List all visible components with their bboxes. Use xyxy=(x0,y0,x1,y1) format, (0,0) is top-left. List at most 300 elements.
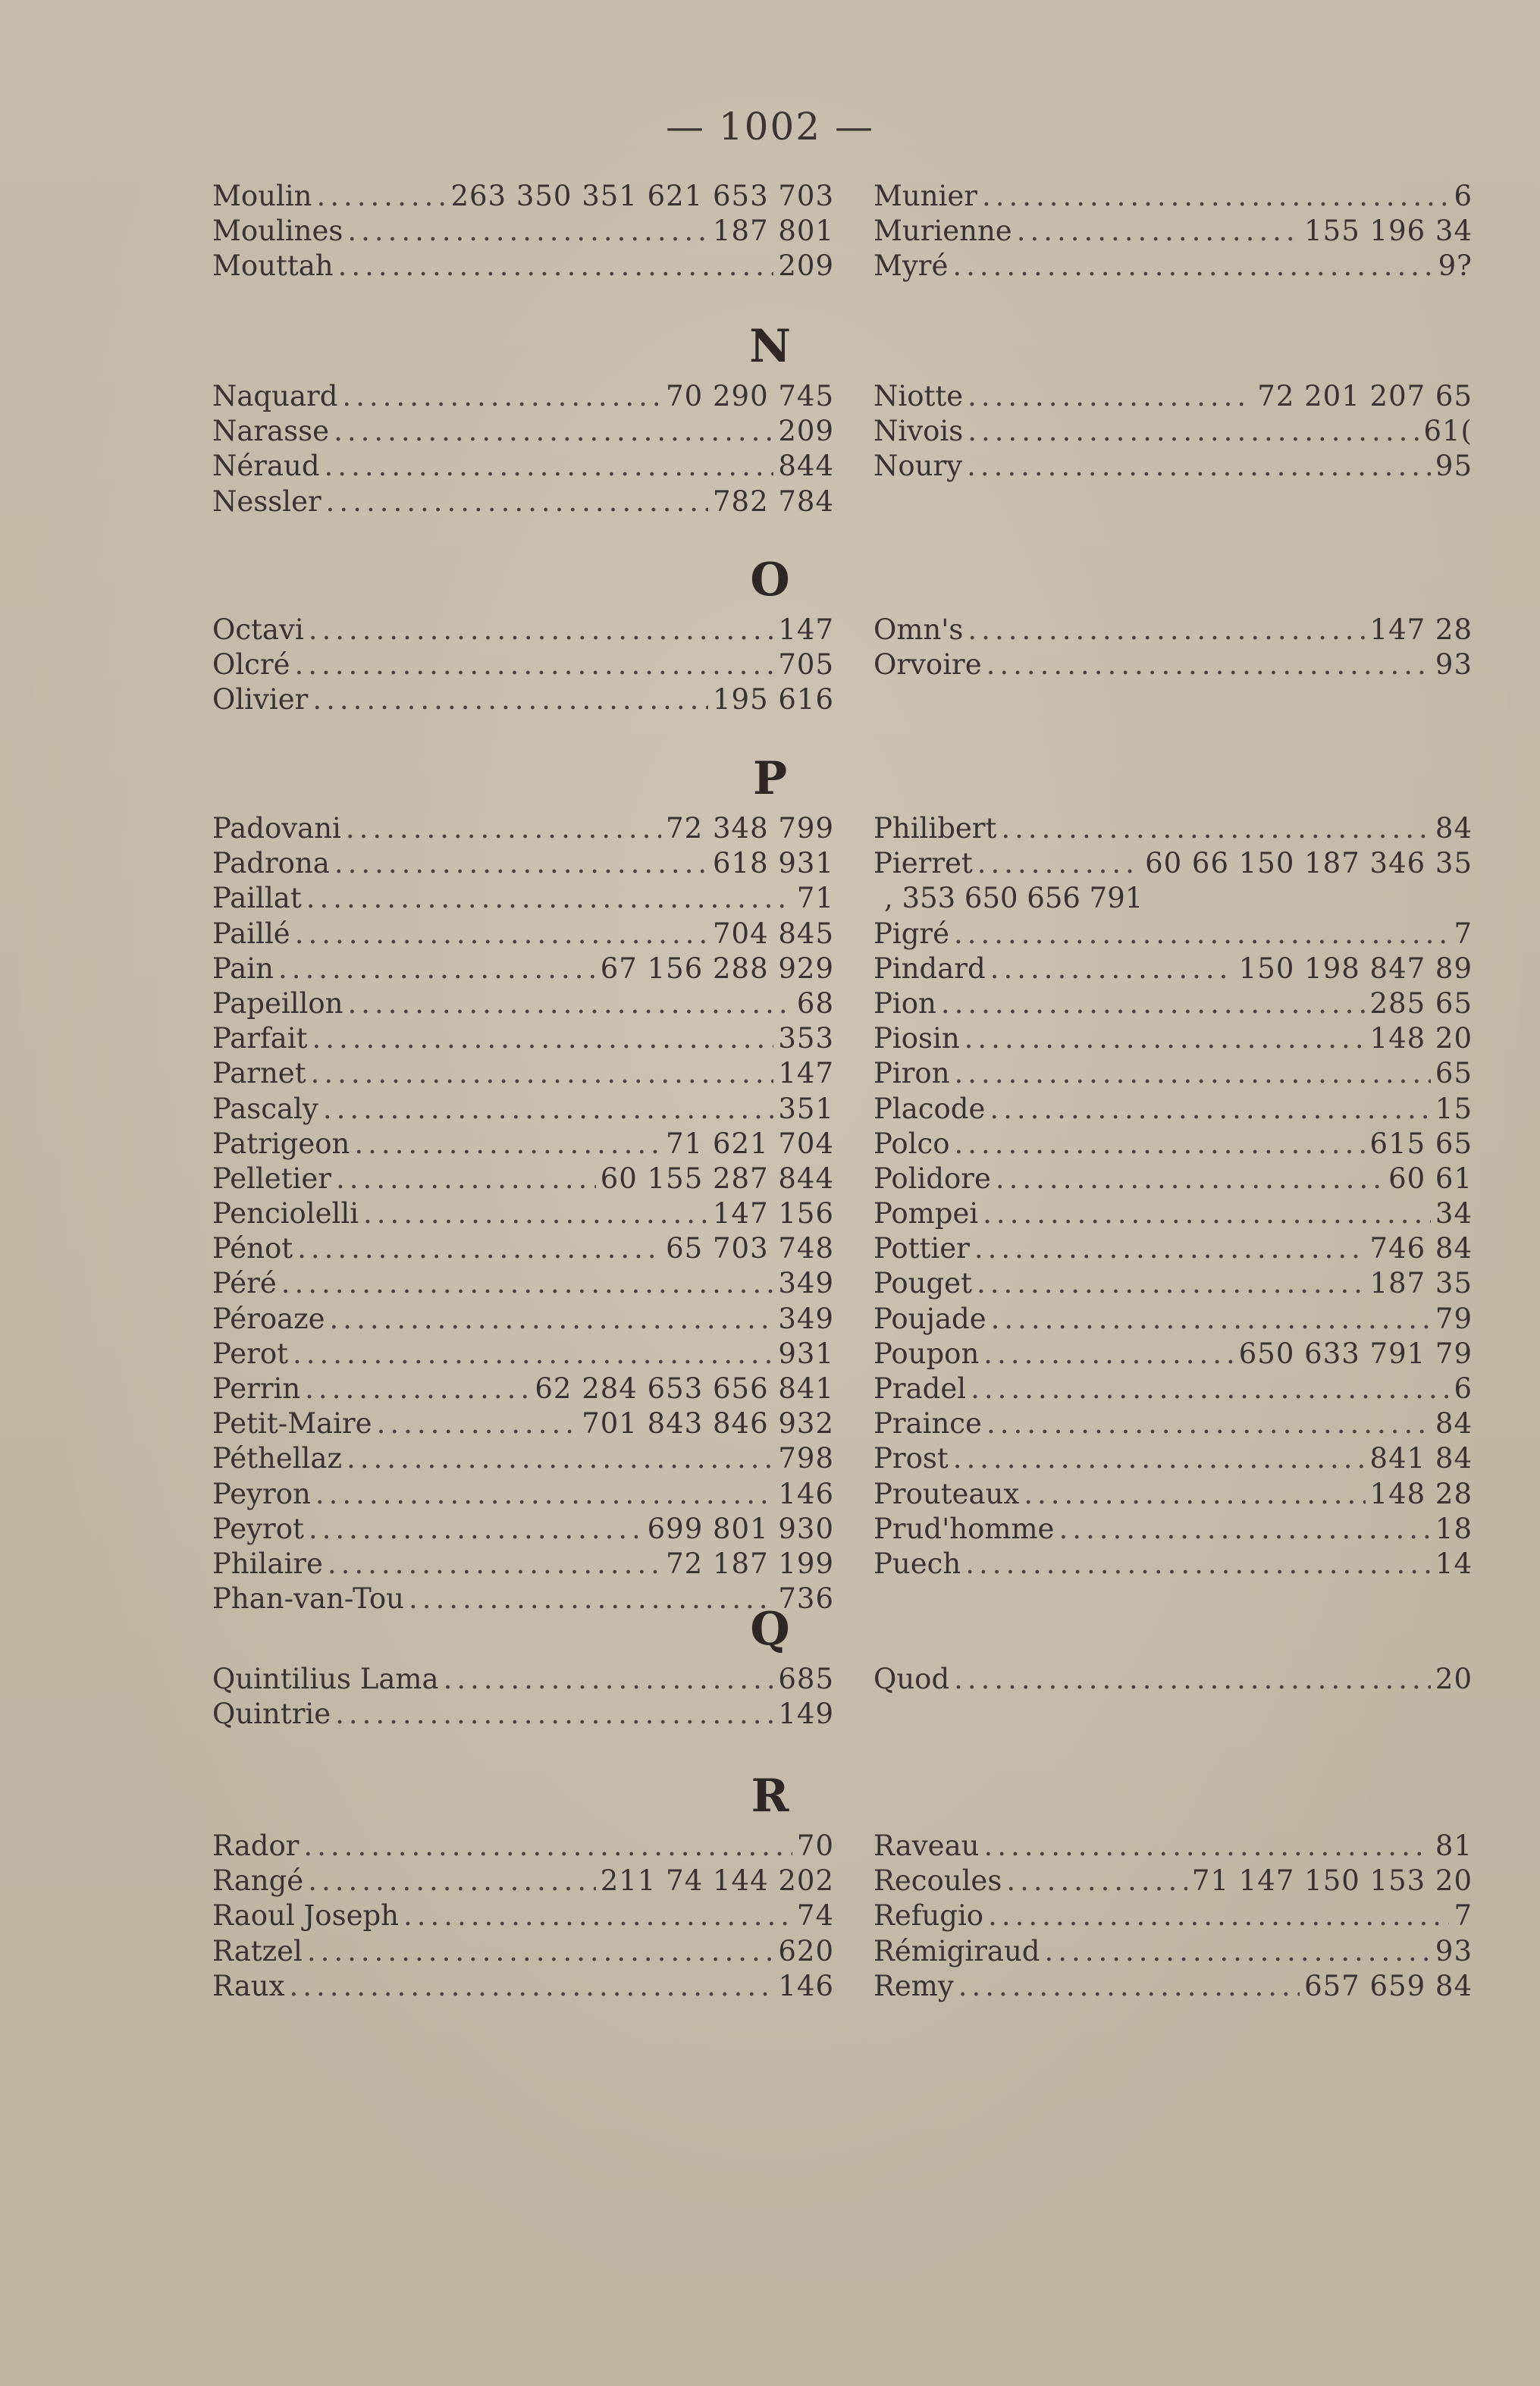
entry-pages: 9? xyxy=(1438,249,1473,283)
entry-pages: 67 156 288 929 xyxy=(600,952,834,985)
index-entry xyxy=(874,449,1473,484)
entry-name: Poupon xyxy=(874,1337,980,1370)
index-entry xyxy=(874,613,1473,647)
index-entry xyxy=(212,1266,834,1301)
dot-leader xyxy=(308,1864,596,1898)
entry-name: Péroaze xyxy=(212,1302,325,1335)
dot-leader xyxy=(986,647,1431,682)
entry-name: Parfait xyxy=(212,1022,308,1055)
index-entry xyxy=(212,1512,834,1547)
dot-leader xyxy=(988,1898,1449,1933)
entry-pages: 618 931 xyxy=(712,847,834,880)
index-entry xyxy=(212,179,834,214)
entry-name: Murienne xyxy=(874,215,1012,248)
entry-pages: 71 xyxy=(796,882,834,915)
dot-leader xyxy=(954,1662,1431,1697)
entry-pages: 72 201 207 65 xyxy=(1257,380,1473,412)
dot-leader xyxy=(297,1231,661,1266)
section-letter: O xyxy=(750,553,790,607)
entry-pages: 148 20 xyxy=(1369,1022,1473,1055)
entry-pages: 285 65 xyxy=(1369,986,1473,1020)
entry-pages: 349 xyxy=(778,1267,834,1300)
index-entry xyxy=(874,1662,1473,1697)
dot-leader xyxy=(328,1547,661,1582)
entry-name: Polco xyxy=(874,1127,950,1160)
entry-pages: 65 703 748 xyxy=(666,1232,834,1265)
dot-leader xyxy=(342,379,661,414)
index-entry xyxy=(212,1547,834,1582)
index-column-left xyxy=(212,1829,834,2004)
dot-leader xyxy=(338,249,774,284)
entry-name: Puech xyxy=(874,1547,961,1580)
dot-leader xyxy=(1006,1864,1187,1898)
index-entry xyxy=(212,1231,834,1266)
entry-name: Patrigeon xyxy=(212,1127,350,1160)
index-column-left xyxy=(212,179,834,284)
index-entry xyxy=(874,1406,1473,1441)
dot-leader xyxy=(347,1441,773,1476)
dot-leader xyxy=(1044,1934,1430,1969)
dot-leader xyxy=(306,881,792,916)
entry-name: Niotte xyxy=(874,380,964,412)
entry-pages: 657 659 84 xyxy=(1304,1969,1473,2002)
section-letter: N xyxy=(749,320,791,373)
entry-pages: 146 xyxy=(778,1477,834,1510)
entry-name: Perrin xyxy=(212,1372,301,1405)
index-entry xyxy=(874,1864,1473,1898)
section-letter: R xyxy=(751,1770,789,1823)
entry-name: Raveau xyxy=(874,1829,980,1862)
index-entry xyxy=(212,1337,834,1372)
index-entry xyxy=(212,986,834,1021)
dot-leader xyxy=(309,613,774,647)
index-entry xyxy=(874,1092,1473,1127)
entry-pages: 72 348 799 xyxy=(666,812,834,845)
dot-leader xyxy=(968,379,1253,414)
index-entry xyxy=(874,179,1473,214)
entry-pages: 60 61 xyxy=(1388,1162,1473,1195)
entry-name: Omn's xyxy=(874,613,964,646)
entry-name: Petit-Maire xyxy=(212,1407,372,1441)
entry-pages: 15 xyxy=(1435,1092,1473,1125)
dot-leader xyxy=(965,1547,1431,1582)
entry-pages: 209 xyxy=(778,249,834,283)
entry-name: Myré xyxy=(874,249,949,283)
dot-leader xyxy=(323,1092,774,1127)
entry-pages: 841 84 xyxy=(1369,1442,1473,1475)
entry-pages: 211 74 144 202 xyxy=(600,1864,834,1898)
entry-pages: 620 xyxy=(778,1934,834,1967)
entry-pages: 615 65 xyxy=(1369,1127,1473,1160)
dot-leader xyxy=(303,1829,792,1864)
entry-name: Pindard xyxy=(874,952,986,985)
dot-leader xyxy=(278,952,596,986)
index-entry xyxy=(874,1441,1473,1476)
dot-leader xyxy=(952,249,1433,284)
entry-pages: 93 xyxy=(1435,1934,1473,1967)
index-entry xyxy=(212,682,834,717)
index-entry xyxy=(874,1162,1473,1196)
entry-pages: 685 xyxy=(778,1663,834,1695)
index-entry xyxy=(212,1127,834,1162)
dot-leader xyxy=(289,1969,773,2004)
index-entry xyxy=(874,952,1473,986)
entry-pages: 736 xyxy=(778,1582,834,1616)
entry-name: Paillat xyxy=(212,882,302,915)
index-entry xyxy=(212,1196,834,1231)
entry-pages: 148 28 xyxy=(1369,1477,1473,1510)
dot-leader xyxy=(991,1302,1431,1337)
index-entry xyxy=(212,1092,834,1127)
entry-name: Praince xyxy=(874,1407,982,1441)
index-entry xyxy=(212,1406,834,1441)
index-entry xyxy=(212,214,834,249)
entry-pages: 650 633 791 79 xyxy=(1238,1337,1473,1370)
index-entry xyxy=(212,1697,834,1732)
entry-pages: 84 xyxy=(1435,812,1473,845)
dot-leader xyxy=(309,1512,643,1547)
dot-leader xyxy=(1001,811,1431,846)
entry-name: Pottier xyxy=(874,1232,970,1265)
index-entry xyxy=(212,1969,834,2004)
index-entry xyxy=(212,647,834,682)
entry-pages: 147 xyxy=(778,613,834,646)
entry-pages: 70 290 745 xyxy=(666,380,834,412)
dot-leader xyxy=(334,846,708,881)
dot-leader xyxy=(312,1021,773,1056)
index-entry xyxy=(874,1056,1473,1091)
entry-name: Raoul Joseph xyxy=(212,1899,399,1933)
entry-pages: 74 xyxy=(796,1899,834,1933)
entry-name: Néraud xyxy=(212,450,320,483)
index-entry xyxy=(212,1662,834,1697)
entry-name: Octavi xyxy=(212,613,304,646)
index-entry xyxy=(212,449,834,484)
index-entry xyxy=(212,1372,834,1406)
dot-leader xyxy=(444,1662,774,1697)
dot-leader xyxy=(955,1056,1431,1091)
entry-pages: 209 xyxy=(778,415,834,448)
entry-name: Pelletier xyxy=(212,1162,331,1195)
entry-name: Pigré xyxy=(874,917,949,950)
entry-name: Pradel xyxy=(874,1372,967,1405)
dot-leader xyxy=(964,1021,1366,1056)
dot-leader xyxy=(955,1127,1366,1162)
entry-name: Noury xyxy=(874,450,963,483)
entry-pages: 6 xyxy=(1454,1372,1473,1405)
dot-leader xyxy=(990,952,1234,986)
entry-pages: 61( xyxy=(1423,415,1473,448)
entry-pages: 95 xyxy=(1435,450,1473,483)
index-column-left xyxy=(212,1662,834,1732)
entry-name: Perot xyxy=(212,1337,288,1370)
page-number: — 1002 — xyxy=(665,105,875,149)
index-column-left xyxy=(212,613,834,718)
dot-leader xyxy=(330,1302,774,1337)
index-entry xyxy=(212,881,834,916)
index-entry xyxy=(874,1477,1473,1512)
index-entry xyxy=(874,414,1473,449)
entry-name: Prud'homme xyxy=(874,1512,1055,1545)
entry-name: Nivois xyxy=(874,415,964,448)
entry-name: Narasse xyxy=(212,415,330,448)
entry-pages: 155 196 34 xyxy=(1304,215,1473,248)
entry-pages: 68 xyxy=(796,986,834,1020)
entry-name: Pain xyxy=(212,952,274,985)
entry-name: Moulines xyxy=(212,215,343,248)
entry-name: Orvoire xyxy=(874,648,982,682)
index-entry xyxy=(212,846,834,881)
entry-name: Naquard xyxy=(212,380,338,412)
index-entry xyxy=(874,1372,1473,1406)
index-entry xyxy=(212,1898,834,1933)
entry-pages: 60 155 287 844 xyxy=(600,1162,834,1195)
entry-pages: 147 28 xyxy=(1369,613,1473,646)
dot-leader xyxy=(971,1372,1449,1406)
entry-name: Péré xyxy=(212,1267,277,1300)
index-entry xyxy=(212,1056,834,1091)
dot-leader xyxy=(1059,1512,1430,1547)
dot-leader xyxy=(315,1477,774,1512)
dot-leader xyxy=(305,1372,530,1406)
index-entry xyxy=(874,1512,1473,1547)
dot-leader xyxy=(968,613,1365,647)
entry-pages: 353 xyxy=(778,1022,834,1055)
index-entry xyxy=(212,952,834,986)
dot-leader xyxy=(983,1829,1430,1864)
index-entry xyxy=(212,1021,834,1056)
entry-pages: 705 xyxy=(778,648,834,682)
dot-leader xyxy=(1024,1477,1365,1512)
entry-pages: 187 35 xyxy=(1369,1267,1473,1300)
dot-leader xyxy=(968,414,1419,449)
dot-leader xyxy=(403,1898,792,1933)
entry-name: Paillé xyxy=(212,917,290,950)
entry-pages: 79 xyxy=(1435,1302,1473,1335)
entry-pages: 71 621 704 xyxy=(666,1127,834,1160)
dot-leader xyxy=(954,917,1449,952)
index-column-right xyxy=(874,379,1473,484)
index-column-right xyxy=(874,1829,1473,2004)
entry-pages: 70 xyxy=(796,1829,834,1862)
dot-leader xyxy=(983,1196,1431,1231)
dot-leader xyxy=(967,449,1431,484)
dot-leader xyxy=(317,179,447,214)
entry-name: Pouget xyxy=(874,1267,972,1300)
entry-pages: 149 xyxy=(778,1698,834,1731)
entry-pages: 6 xyxy=(1454,180,1473,212)
index-entry xyxy=(212,1477,834,1512)
entry-pages: 7 xyxy=(1454,917,1473,950)
section-letter: Q xyxy=(750,1603,790,1656)
dot-leader xyxy=(336,1162,596,1196)
entry-name: Nessler xyxy=(212,484,321,518)
entry-pages: 844 xyxy=(778,450,834,483)
index-entry xyxy=(874,811,1473,846)
entry-name: Piosin xyxy=(874,1022,960,1055)
dot-leader xyxy=(983,1337,1234,1372)
dot-leader xyxy=(335,1697,773,1732)
index-entry xyxy=(212,1864,834,1898)
entry-name: Pénot xyxy=(212,1232,293,1265)
entry-pages: 699 801 930 xyxy=(647,1512,834,1545)
entry-pages: 746 84 xyxy=(1369,1232,1473,1265)
entry-pages: 72 187 199 xyxy=(666,1547,834,1580)
index-entry xyxy=(874,986,1473,1021)
entry-pages: 84 xyxy=(1435,1407,1473,1441)
entry-name: Papeillon xyxy=(212,986,343,1020)
dot-leader xyxy=(982,179,1449,214)
index-entry xyxy=(212,379,834,414)
dot-leader xyxy=(990,1092,1431,1127)
index-entry xyxy=(874,1547,1473,1582)
dot-leader xyxy=(977,846,1140,881)
entry-name: Peyron xyxy=(212,1477,311,1510)
entry-name: Olivier xyxy=(212,683,309,716)
entry-name: Rangé xyxy=(212,1864,304,1898)
entry-name: Poujade xyxy=(874,1302,986,1335)
index-entry xyxy=(874,214,1473,249)
entry-name: Pion xyxy=(874,986,936,1020)
dot-leader xyxy=(294,647,773,682)
index-entry xyxy=(874,1127,1473,1162)
dot-leader xyxy=(347,214,708,249)
dot-leader xyxy=(311,1056,774,1091)
index-entry xyxy=(212,917,834,952)
index-entry xyxy=(212,414,834,449)
dot-leader xyxy=(326,484,708,519)
entry-pages: 14 xyxy=(1435,1547,1473,1580)
entry-pages: 34 xyxy=(1435,1197,1473,1231)
entry-name: Piron xyxy=(874,1057,950,1090)
entry-name: Padovani xyxy=(212,812,341,845)
entry-pages: 187 801 xyxy=(712,215,834,248)
index-entry xyxy=(874,1021,1473,1056)
index-entry xyxy=(874,1337,1473,1372)
entry-name: Placode xyxy=(874,1092,986,1125)
entry-pages: 704 845 xyxy=(712,917,834,950)
index-column-left xyxy=(212,811,834,1616)
entry-name: Ratzel xyxy=(212,1934,303,1967)
entry-name: Moulin xyxy=(212,180,312,212)
entry-name: Philibert xyxy=(874,812,997,845)
index-entry xyxy=(212,613,834,647)
entry-name: Quod xyxy=(874,1663,950,1695)
entry-name: Péthellaz xyxy=(212,1442,342,1475)
index-entry xyxy=(874,1231,1473,1266)
index-entry xyxy=(874,846,1473,881)
entry-pages: 931 xyxy=(778,1337,834,1370)
index-entry xyxy=(874,881,1473,916)
entry-pages: 782 784 xyxy=(712,484,834,518)
entry-pages: 60 66 150 187 346 35 xyxy=(1145,847,1473,880)
dot-leader xyxy=(307,1934,774,1969)
dot-leader xyxy=(363,1196,708,1231)
entry-name: , 353 650 656 791 xyxy=(884,882,1143,915)
entry-name: Remy xyxy=(874,1969,954,2002)
index-entry xyxy=(874,1969,1473,2004)
entry-name: Refugio xyxy=(874,1899,984,1933)
entry-name: Mouttah xyxy=(212,249,334,283)
entry-pages: 18 xyxy=(1435,1512,1473,1545)
entry-pages: 798 xyxy=(778,1442,834,1475)
entry-pages: 146 xyxy=(778,1969,834,2002)
index-entry xyxy=(874,1934,1473,1969)
entry-name: Quintrie xyxy=(212,1698,331,1731)
entry-name: Quintilius Lama xyxy=(212,1663,439,1695)
index-column-left xyxy=(212,379,834,519)
entry-pages: 351 xyxy=(778,1092,834,1125)
dot-leader xyxy=(281,1266,774,1301)
index-entry xyxy=(874,1302,1473,1337)
section-letter: P xyxy=(752,752,788,805)
dot-leader xyxy=(312,682,708,717)
entry-name: Philaire xyxy=(212,1547,323,1580)
entry-name: Munier xyxy=(874,180,977,212)
index-column-right xyxy=(874,613,1473,682)
index-entry xyxy=(212,811,834,846)
entry-name: Peyrot xyxy=(212,1512,304,1545)
dot-leader xyxy=(986,1406,1431,1441)
dot-leader xyxy=(295,917,708,952)
entry-pages: 7 xyxy=(1454,1899,1473,1933)
index-entry xyxy=(874,1829,1473,1864)
index-column-right xyxy=(874,179,1473,284)
index-entry xyxy=(212,1162,834,1196)
entry-name: Penciolelli xyxy=(212,1197,359,1231)
entry-name: Prouteaux xyxy=(874,1477,1020,1510)
entry-pages: 147 xyxy=(778,1057,834,1090)
entry-pages: 150 198 847 89 xyxy=(1238,952,1473,985)
dot-leader xyxy=(334,414,773,449)
entry-name: Recoules xyxy=(874,1864,1002,1898)
entry-pages: 20 xyxy=(1435,1663,1473,1695)
entry-name: Polidore xyxy=(874,1162,991,1195)
entry-name: Raux xyxy=(212,1969,285,2002)
dot-leader xyxy=(958,1969,1300,2004)
entry-name: Pompei xyxy=(874,1197,979,1231)
entry-name: Rémigiraud xyxy=(874,1934,1040,1967)
entry-name: Rador xyxy=(212,1829,300,1862)
dot-leader xyxy=(293,1337,773,1372)
entry-pages: 147 156 xyxy=(712,1197,834,1231)
entry-name: Parnet xyxy=(212,1057,306,1090)
index-entry xyxy=(874,647,1473,682)
index-entry xyxy=(874,379,1473,414)
entry-pages: 93 xyxy=(1435,648,1473,682)
entry-pages: 81 xyxy=(1435,1829,1473,1862)
entry-name: Pascaly xyxy=(212,1092,318,1125)
entry-pages: 195 616 xyxy=(712,683,834,716)
index-column-right xyxy=(874,1662,1473,1697)
dot-leader xyxy=(977,1266,1366,1301)
dot-leader xyxy=(974,1231,1366,1266)
dot-leader xyxy=(377,1406,578,1441)
index-entry xyxy=(874,917,1473,952)
index-entry xyxy=(874,1898,1473,1933)
index-entry xyxy=(874,249,1473,284)
dot-leader xyxy=(1017,214,1300,249)
dot-leader xyxy=(941,986,1366,1021)
dot-leader xyxy=(996,1162,1384,1196)
dot-leader xyxy=(354,1127,661,1162)
entry-pages: 263 350 351 621 653 703 xyxy=(450,180,834,212)
index-entry xyxy=(212,1441,834,1476)
entry-pages: 701 843 846 932 xyxy=(582,1407,834,1441)
index-entry xyxy=(212,249,834,284)
index-column-right xyxy=(874,811,1473,1582)
entry-pages: 71 147 150 153 20 xyxy=(1191,1864,1473,1898)
